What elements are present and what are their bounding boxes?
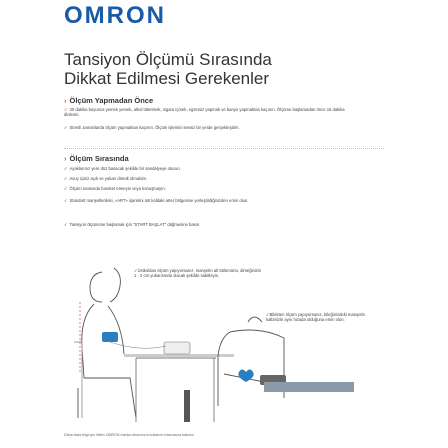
omron-logo: OMRON [64,2,166,29]
during-item-4: ✓ Standart manşetlerdeki, «ART» işaretini üst koldaki arter bölgesine yerleştirdiğinizden emin olun. [64,198,249,203]
divider [64,148,384,149]
arrow-icon: › [64,154,67,163]
arm-cuff [102,332,118,342]
table-top [124,354,234,357]
section-during-heading: › Ölçüm Sırasında [64,154,129,163]
title-line-2: Dikkat Edilmesi Gerekenler [64,69,270,88]
during-item-2: ✓ Avuç içiniz açık ve yukarı dönük olmalıdır. [64,176,147,181]
seated-person-drawing [74,268,216,422]
check-icon: ✓ [64,186,68,191]
check-icon: ✓ [64,176,68,181]
before-item-2: ✓ Stresli zamanlarda ölçüm yapmaktan kaçının. Ölçüm işlemini sessiz bir yerde gerçekleştirin. [64,125,240,130]
note-upper-arm: ✓Üstkoldan ölçüm yapıyorsanız, manşetin alt bölümünü, dirseğinizin 1 - 2 cm yukarısında olacak şekilde sabitleyin. [134,268,262,278]
check-icon: ✓ [64,107,68,112]
before-item-1: ✓ 30 dakika boyunca yemek yemek, alkol tüketmek, sigara içmek, egzersiz yapmak ve banyo yapmaktan kaçının. Ölçüme başlamadan önce 15 dakika dinlenin. [64,107,345,117]
chair-leg [184,390,190,422]
monitor-device [164,342,190,354]
check-icon: ✓ [64,166,68,171]
check-icon: ✓ [134,268,138,273]
arrow-icon: › [64,96,67,105]
cuff-tube [110,342,166,348]
note-wrist: ✓Bilekten ölçüm yapıyorsanız, bileğinizdeki manşetin kalbinizle aynı hizada olduğuna emin olun. [266,312,365,322]
title-line-1: Tansiyon Ölçümü Sırasında [64,50,272,69]
front-person-drawing [218,317,284,406]
section-before-heading: › Ölçüm Yapmadan Önce [64,96,154,105]
check-icon: ✓ [64,222,68,227]
chair-arm [264,382,354,392]
posture-illustration [64,262,364,422]
during-item-3: ✓ Ölçüm sırasında hareket etmeyin veya konuşmayın. [64,186,166,191]
page-title [64,50,364,88]
during-item-1: ✓ Ayaklarınız yere düz basacak şekilde bir sandalyeye oturun. [64,166,181,171]
check-icon: ✓ [64,125,68,130]
check-icon: ✓ [64,198,68,203]
heart-icon [238,370,253,383]
footer-note: Daha fazla bilgi için lütfen OMRON marka cihazınızın kullanım kılavuzuna bakınız. [64,433,195,437]
check-icon: ✓ [266,312,270,317]
during-item-5: ✓ Tansiyon ölçümüne başlamak için "START BAŞLAT" düğmesine basın. [64,222,201,227]
